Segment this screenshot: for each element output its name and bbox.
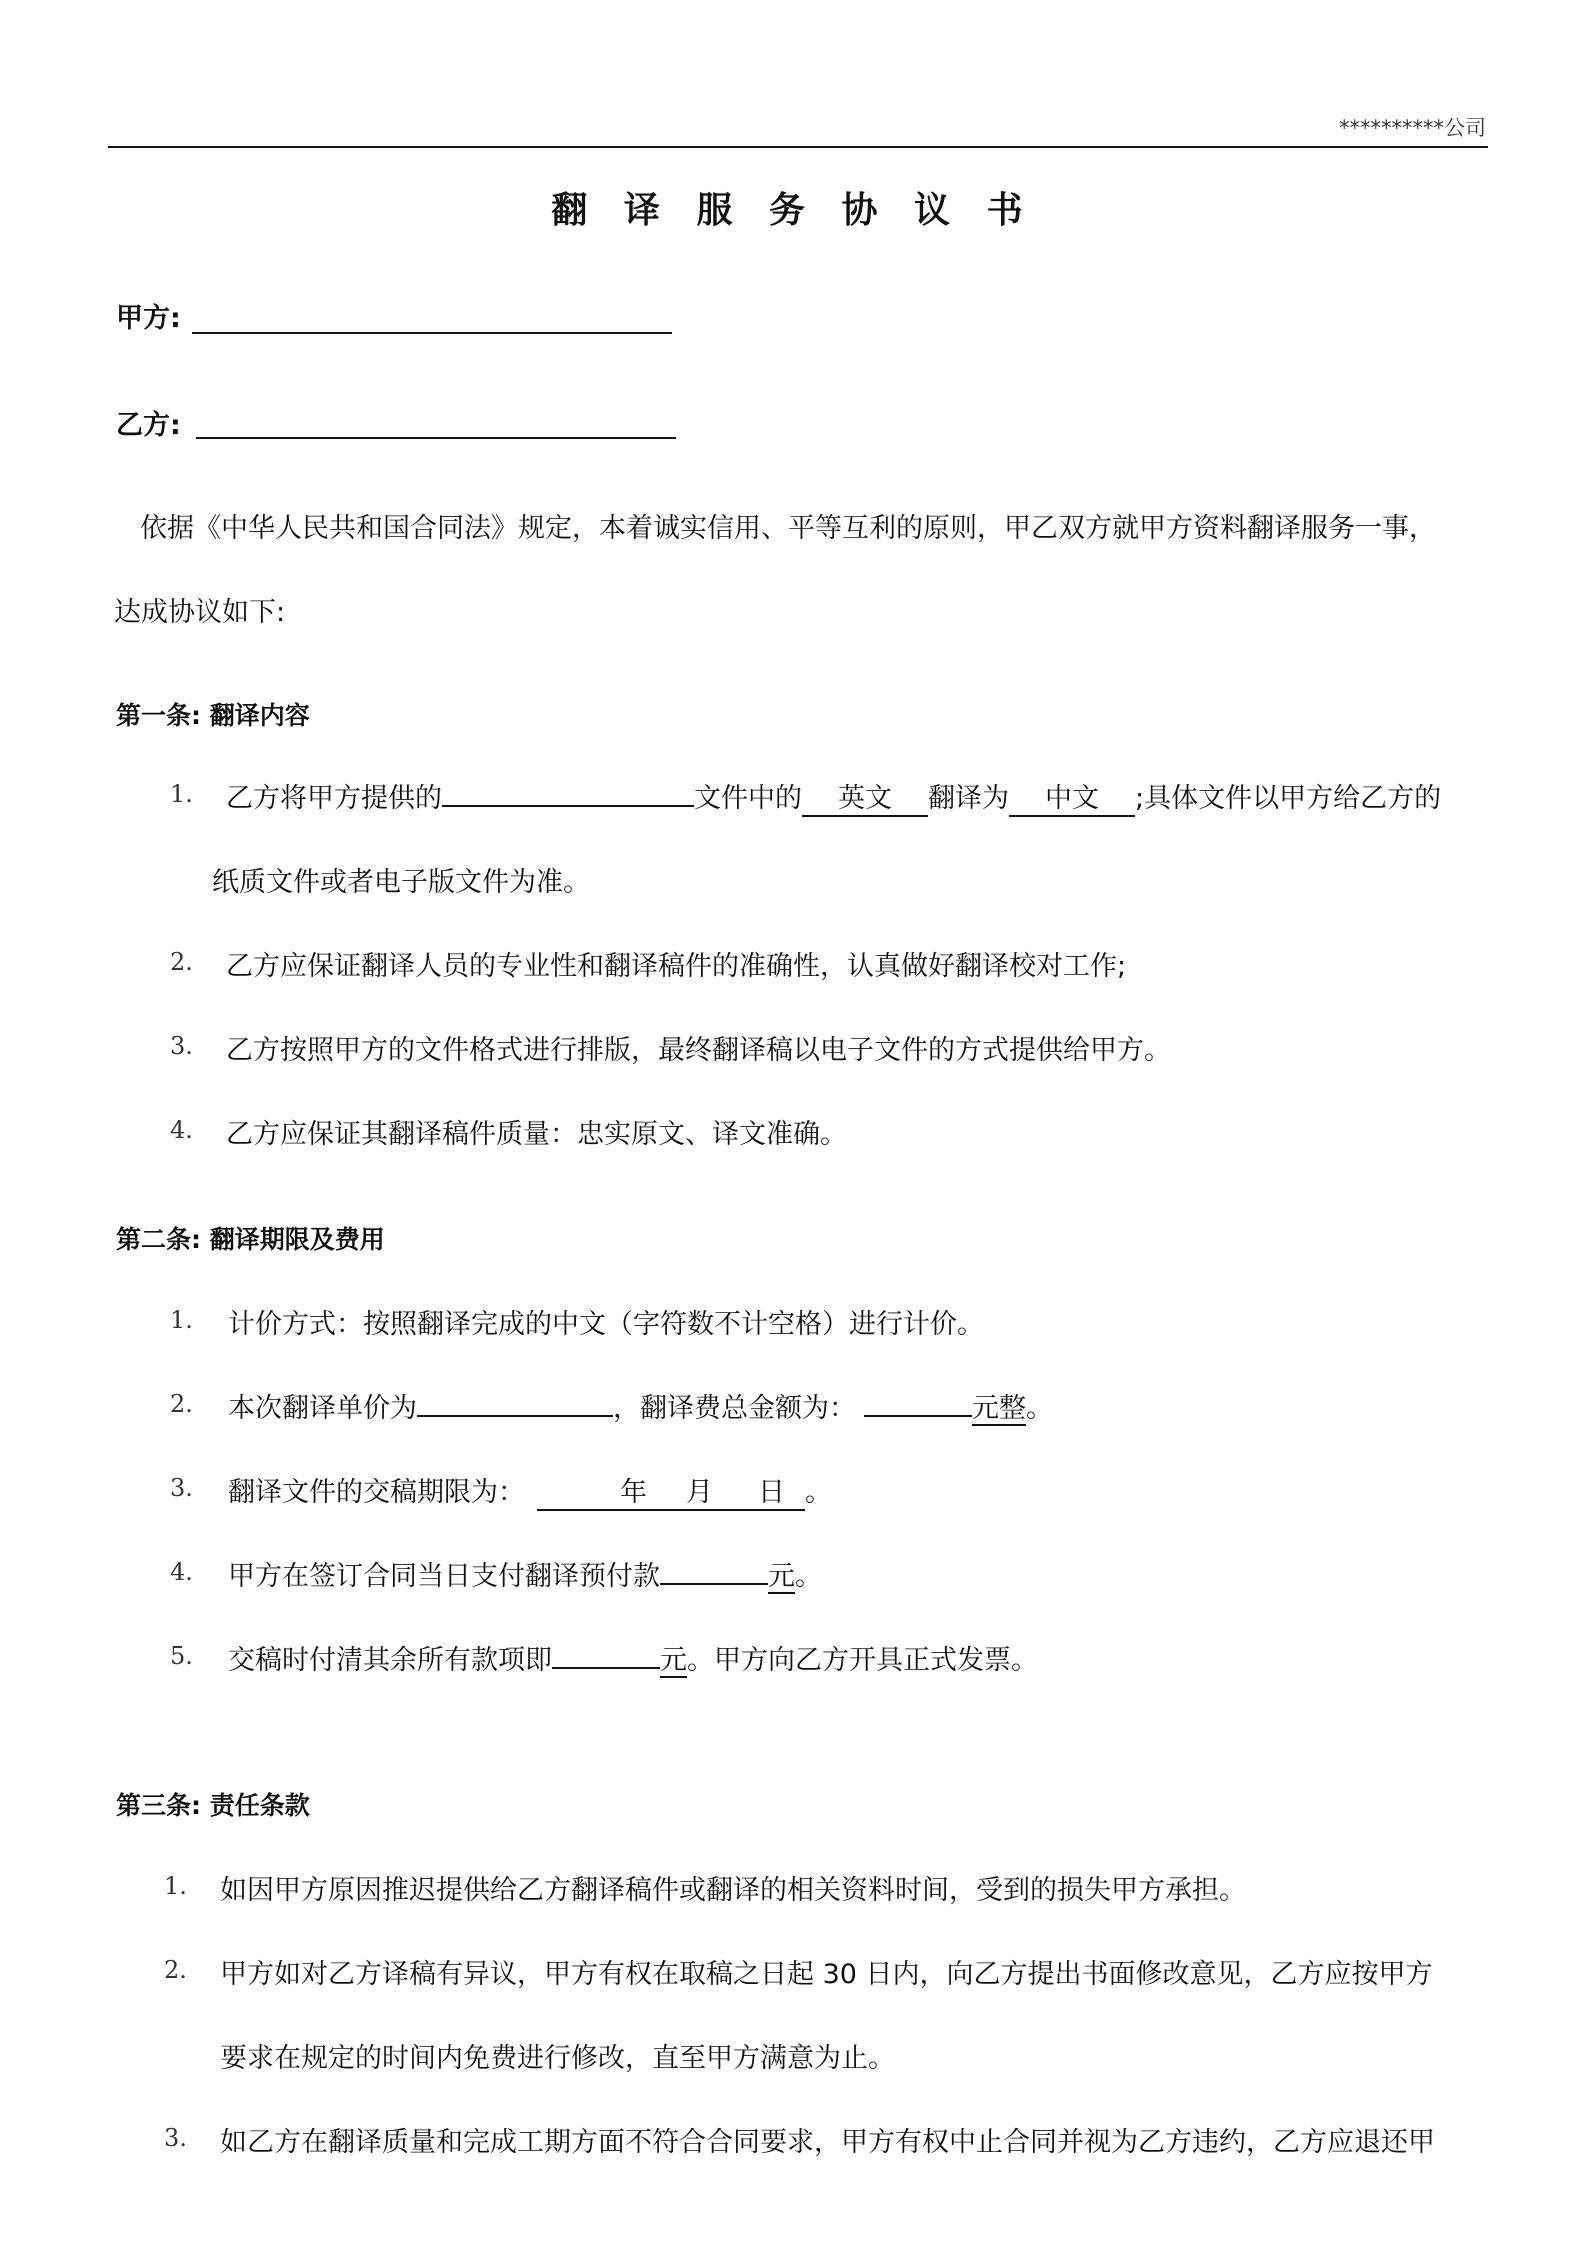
article-3-item-2-line-2: 要求在规定的时间内免费进行修改，直至甲方满意为止。 <box>220 2043 895 2074</box>
article-1-item-1-number: 1. <box>170 780 193 808</box>
article-3-item-2-number: 2. <box>164 1956 187 1984</box>
remaining-payment-blank[interactable] <box>552 1639 660 1669</box>
article-1-item-1-line-2: 纸质文件或者电子版文件为准。 <box>212 867 590 898</box>
header-company-name: **********公司 <box>1339 116 1486 140</box>
party-a-blank[interactable] <box>192 332 672 334</box>
article-1-item-3-text: 乙方按照甲方的文件格式进行排版，最终翻译稿以电子文件的方式提供给甲方。 <box>226 1035 1171 1066</box>
deadline-day: 日 <box>758 1477 785 1508</box>
item-text-part: 文件中的 <box>694 783 802 814</box>
item-text-part: 翻译为 <box>928 783 1009 814</box>
article-1-heading: 第一条: 翻译内容 <box>116 701 310 730</box>
article-3-item-1-number: 1. <box>164 1872 187 1900</box>
article-3-item-2-line-1: 甲方如对乙方译稿有异议，甲方有权在取稿之日起 30 日内，向乙方提出书面修改意见，乙方应按甲方 <box>220 1959 1433 1990</box>
item-text-part: 。甲方向乙方开具正式发票。 <box>687 1645 1038 1676</box>
article-3-item-1-text: 如因甲方原因推迟提供给乙方翻译稿件或翻译的相关资料时间，受到的损失甲方承担。 <box>220 1875 1246 1906</box>
article-2-item-3-number: 3. <box>170 1474 193 1502</box>
item-text-part: 。 <box>1026 1393 1053 1424</box>
party-b-blank[interactable] <box>196 437 676 439</box>
article-2-item-1-text: 计价方式：按照翻译完成的中文（字符数不计空格）进行计价。 <box>228 1309 984 1340</box>
unit-price-blank[interactable] <box>417 1387 613 1417</box>
deadline-year: 年 <box>620 1477 647 1508</box>
article-1-item-1-line-1 <box>226 776 1441 817</box>
total-amount-unit: 元整 <box>972 1393 1026 1424</box>
advance-payment-unit: 元 <box>768 1561 795 1592</box>
article-1-item-4-text: 乙方应保证其翻译稿件质量：忠实原文、译文准确。 <box>226 1119 847 1150</box>
article-1-item-4-number: 4. <box>170 1116 193 1144</box>
article-2-heading: 第二条: 翻译期限及费用 <box>116 1225 385 1254</box>
article-2-item-5-text <box>228 1638 1038 1677</box>
item-text-part: 本次翻译单价为 <box>228 1393 417 1424</box>
article-2-item-1-number: 1. <box>170 1306 193 1334</box>
deadline-month: 月 <box>686 1477 713 1508</box>
article-2-item-5-number: 5. <box>170 1642 193 1670</box>
article-2-item-3-text <box>228 1470 832 1511</box>
item-text-part: ，翻译费总金额为： <box>613 1393 856 1424</box>
article-3-item-3-line-1: 如乙方在翻译质量和完成工期方面不符合合同要求，甲方有权中止合同并视为乙方违约，乙方应退还甲 <box>220 2127 1435 2158</box>
article-1-item-2-number: 2. <box>170 948 193 976</box>
target-language-field[interactable]: 中文 <box>1009 776 1135 817</box>
party-a-label: 甲方: <box>116 303 181 334</box>
item-text-part: 交稿时付清其余所有款项即 <box>228 1645 552 1676</box>
document-name-blank[interactable] <box>442 777 694 807</box>
header-divider <box>108 146 1488 148</box>
item-text-part: 甲方在签订合同当日支付翻译预付款 <box>228 1561 660 1592</box>
source-language-field[interactable]: 英文 <box>802 776 928 817</box>
preamble-line-1: 依据《中华人民共和国合同法》规定，本着诚实信用、平等互利的原则，甲乙双方就甲方资料翻译服务一事， <box>140 513 1436 544</box>
party-b-label: 乙方: <box>116 410 181 441</box>
deadline-date-field[interactable] <box>537 1470 805 1511</box>
preamble-line-2: 达成协议如下: <box>114 597 286 628</box>
total-amount-blank[interactable] <box>864 1387 972 1417</box>
advance-payment-blank[interactable] <box>660 1555 768 1585</box>
item-text-part: 。 <box>795 1561 822 1592</box>
article-2-item-2-number: 2. <box>170 1390 193 1418</box>
article-2-item-2-text <box>228 1386 1053 1425</box>
article-3-item-3-number: 3. <box>164 2124 187 2152</box>
article-1-item-3-number: 3. <box>170 1032 193 1060</box>
article-3-heading: 第三条: 责任条款 <box>116 1791 310 1820</box>
article-2-item-4-text <box>228 1554 822 1593</box>
item-text-part: 乙方将甲方提供的 <box>226 783 442 814</box>
item-text-part: 翻译文件的交稿期限为： <box>228 1477 525 1508</box>
item-text-part: ;具体文件以甲方给乙方的 <box>1135 783 1442 814</box>
article-1-item-2-text: 乙方应保证翻译人员的专业性和翻译稿件的准确性，认真做好翻译校对工作; <box>226 951 1127 982</box>
document-title: 翻 译 服 务 协 议 书 <box>551 190 1035 231</box>
item-text-part: 。 <box>805 1477 832 1508</box>
article-2-item-4-number: 4. <box>170 1558 193 1586</box>
remaining-payment-unit: 元 <box>660 1645 687 1676</box>
